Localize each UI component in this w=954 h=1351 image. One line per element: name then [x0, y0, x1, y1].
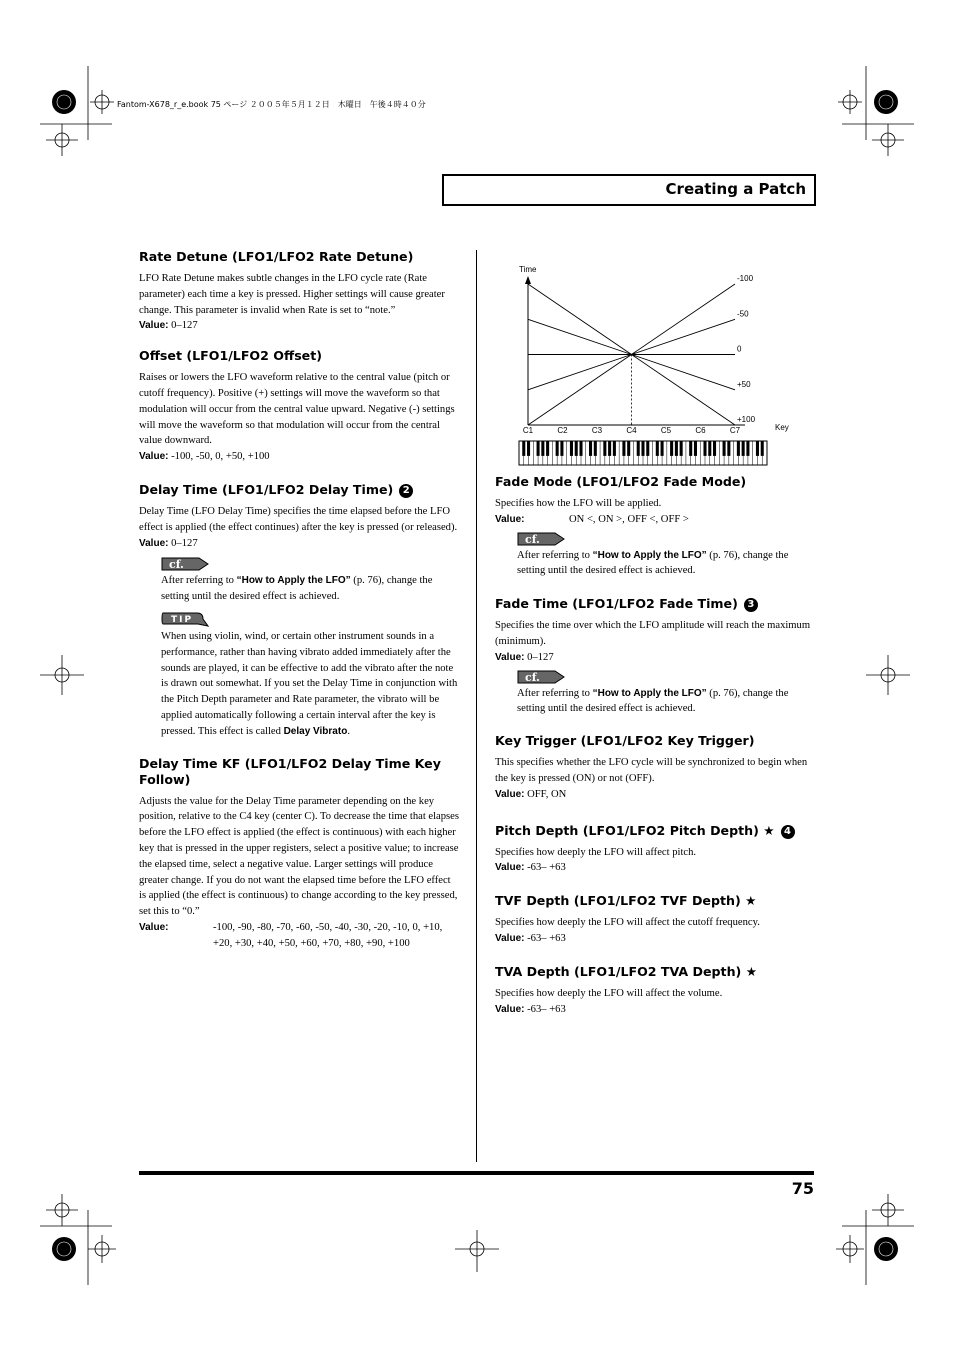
x-tick-label: C5 — [660, 426, 672, 435]
value-text: -63– +63 — [527, 932, 566, 944]
heading-text: Fade Time (LFO1/LFO2 Fade Time) — [495, 596, 738, 612]
value-line — [139, 536, 459, 552]
black-key — [641, 441, 644, 456]
badge-3: 3 — [744, 598, 758, 612]
black-key — [723, 441, 726, 456]
tip-term: Delay Vibrato — [283, 725, 348, 737]
section-body: This specifies whether the LFO cycle will be synchronized to begin when the key is pressed (ON) or not (OFF). — [495, 757, 808, 784]
value-text: 0–127 — [171, 537, 198, 549]
black-key — [537, 441, 540, 456]
series-end-label: -100 — [737, 274, 754, 283]
series-end-label: 0 — [737, 344, 742, 354]
section-body: Specifies how deeply the LFO will affect pitch. — [495, 846, 697, 858]
section-heading: Rate Detune (LFO1/LFO2 Rate Detune) — [139, 249, 414, 264]
series-end-label: +100 — [737, 415, 756, 424]
value-line — [495, 931, 815, 947]
column-divider — [476, 250, 477, 1162]
value-line — [495, 650, 815, 666]
value-text: +20, +30, +40, +50, +60, +70, +80, +90, +100 — [213, 937, 410, 949]
black-key — [689, 441, 692, 456]
badge-2: 2 — [399, 484, 413, 498]
value-label: Value: — [139, 537, 169, 549]
cf-icon — [161, 557, 209, 571]
black-key — [570, 441, 573, 456]
value-text: ON <, ON >, OFF <, OFF > — [569, 513, 689, 525]
black-key — [608, 441, 611, 456]
section-heading — [495, 596, 815, 612]
cf-link[interactable]: “How to Apply the LFO” — [236, 575, 351, 587]
x-axis-label: Key — [775, 423, 789, 432]
keyboard-illustration — [519, 441, 767, 465]
section-tva-depth — [495, 964, 815, 1018]
black-key — [661, 441, 664, 456]
black-key — [646, 441, 649, 456]
section-fade-time — [495, 596, 815, 717]
black-key — [703, 441, 706, 456]
cf-text: After referring to “How to Apply the LFO” (p. 76), change the setting until the desired effect is achieved. — [517, 549, 789, 577]
cf-label: cf. — [525, 532, 540, 546]
value-label: Value: — [139, 921, 169, 933]
black-key — [694, 441, 697, 456]
chapter-title-box — [442, 174, 816, 206]
section-body: Specifies how deeply the LFO will affect the cutoff frequency. — [495, 917, 760, 929]
heading-text: Delay Time (LFO1/LFO2 Delay Time) — [139, 481, 394, 497]
black-key — [522, 441, 525, 456]
value-line — [495, 787, 815, 803]
lfo-delay-keyfollow-chart — [495, 262, 795, 474]
y-axis-arrow — [525, 276, 531, 284]
value-line — [495, 860, 815, 876]
value-label: Value: — [495, 788, 525, 800]
section-delay-time — [139, 482, 459, 740]
value-text: OFF, ON — [527, 788, 567, 800]
value-label: Value: — [495, 932, 525, 944]
heading-text: TVA Depth (LFO1/LFO2 TVA Depth) — [495, 963, 742, 979]
value-label: Value: — [139, 451, 169, 463]
value-line — [139, 449, 459, 465]
star-icon: ★ — [763, 822, 775, 838]
black-key — [541, 441, 544, 456]
section-heading — [139, 482, 459, 498]
section-heading — [495, 893, 815, 909]
cf-label: cf. — [169, 558, 184, 572]
black-key — [756, 441, 759, 456]
cf-link[interactable]: “How to Apply the LFO” — [592, 549, 707, 561]
section-pitch-depth — [495, 823, 815, 877]
right-column — [495, 474, 815, 1017]
x-tick-label: C4 — [626, 426, 637, 435]
value-text: -100, -50, 0, +50, +100 — [171, 451, 270, 463]
section-body: Specifies how the LFO will be applied. — [495, 498, 662, 509]
chapter-title: Creating a Patch — [665, 180, 806, 198]
black-key — [713, 441, 716, 456]
section-heading: Fade Mode (LFO1/LFO2 Fade Mode) — [495, 474, 747, 489]
section-delay-kf — [139, 756, 459, 952]
black-key — [575, 441, 578, 456]
cf-note — [517, 670, 815, 718]
star-icon: ★ — [745, 893, 757, 909]
cf-link[interactable]: “How to Apply the LFO” — [592, 687, 707, 699]
black-key — [680, 441, 683, 456]
cf-note — [517, 532, 815, 580]
tip-note — [161, 611, 459, 740]
tip-icon — [161, 611, 209, 627]
black-key — [622, 441, 625, 456]
footer-rule — [139, 1171, 814, 1175]
section-rate-detune — [139, 249, 459, 334]
value-label: Value: — [139, 320, 169, 332]
value-line — [495, 1002, 815, 1018]
heading-text: TVF Depth (LFO1/LFO2 TVF Depth) — [495, 893, 741, 909]
section-body: LFO Rate Detune makes subtle changes in the LFO cycle rate (Rate parameter) each time a key is pressed. Higher settings will cause greater change. This parameter is invalid when Rate is set to “note.” — [139, 273, 445, 316]
black-key — [637, 441, 640, 456]
value-label: Value: — [495, 862, 525, 874]
x-tick-label: C3 — [591, 426, 603, 435]
black-key — [560, 441, 563, 456]
black-key — [746, 441, 749, 456]
x-tick-label: C6 — [695, 426, 706, 435]
black-key — [627, 441, 630, 456]
page-number: 75 — [791, 1179, 814, 1198]
black-key — [727, 441, 730, 456]
black-key — [675, 441, 678, 456]
section-heading — [495, 964, 815, 980]
value-line — [139, 318, 459, 334]
black-key — [589, 441, 592, 456]
black-key — [737, 441, 740, 456]
cf-note — [161, 557, 459, 605]
section-fade-mode — [495, 474, 815, 579]
section-key-trigger — [495, 733, 815, 802]
value-text: 0–127 — [171, 320, 198, 332]
heading-text: Pitch Depth (LFO1/LFO2 Pitch Depth) — [495, 822, 759, 838]
value-label: Value: — [495, 651, 525, 663]
tip-label: TIP — [171, 614, 194, 625]
cf-icon — [517, 532, 565, 546]
section-heading — [495, 823, 815, 839]
star-icon: ★ — [745, 963, 757, 979]
section-offset — [139, 348, 459, 465]
cf-icon — [517, 670, 565, 684]
value-text: 0–127 — [527, 651, 554, 663]
value-label: Value: — [495, 513, 525, 525]
black-key — [670, 441, 673, 456]
x-tick-label: C1 — [522, 426, 534, 435]
series-end-label: +50 — [737, 379, 751, 389]
y-axis-label: Time — [519, 265, 537, 274]
black-key — [594, 441, 597, 456]
black-key — [603, 441, 606, 456]
section-body: Specifies how deeply the LFO will affect the volume. — [495, 987, 723, 999]
section-body: Delay Time (LFO Delay Time) specifies the time elapsed before the LFO effect is applied (the effect continues) after the key is pressed (or released). — [139, 505, 458, 533]
section-tvf-depth — [495, 893, 815, 947]
section-body: Adjusts the value for the Delay Time parameter depending on the key position, relative to the C4 key (center C). To decrease the time that elapses before the LFO effect is applied (the effect is continuous) with each higher key that is pressed in the upper registers, select a positive value; to increase the elapsed time, select a negative value. Larger settings will produce greater change. If you do not want the elapsed time before the LFO effect is applied (the effect is continuous) to change according to the key pressed, set this to “0.” — [139, 795, 460, 918]
value-label: Value: — [495, 1003, 525, 1015]
black-key — [527, 441, 530, 456]
section-heading: Offset (LFO1/LFO2 Offset) — [139, 348, 323, 364]
value-block — [139, 920, 459, 952]
section-body: Raises or lowers the LFO waveform relative to the central value (pitch or cutoff frequency). Positive (+) settings will move the waveform so that modulation will occur from the central value upward. Negative (-) settings will move the waveform so that modulation will occur from the central value downward. — [139, 372, 455, 447]
cf-text: After referring to “How to Apply the LFO” (p. 76), change the setting until the desired effect is achieved. — [161, 575, 433, 603]
tip-text: When using violin, wind, or certain other instrument sounds in a performance, rather than having vibrato added immediately after the sounds are played, it can be effective to add the vibrato after the note is drawn out somewhat. If you set the Delay Time in conjunction with the Pitch Depth parameter and Rate parameter, the vibrato will be applied automatically following a certain interval after the key is pressed. This effect is called Delay Vibrato. — [161, 630, 458, 737]
black-key — [742, 441, 745, 456]
x-tick-label: C7 — [729, 426, 741, 435]
running-head: Fantom-X678_r_e.book 75 ページ ２００５年５月１２日 木曜日 午後４時４０分 — [117, 100, 426, 109]
black-key — [579, 441, 582, 456]
black-key — [556, 441, 559, 456]
black-key — [546, 441, 549, 456]
black-key — [656, 441, 659, 456]
section-heading: Delay Time KF (LFO1/LFO2 Delay Time Key Follow) — [139, 755, 441, 787]
black-key — [613, 441, 616, 456]
left-column — [139, 249, 459, 952]
section-heading: Key Trigger (LFO1/LFO2 Key Trigger) — [495, 733, 755, 749]
series-end-label: -50 — [737, 309, 749, 319]
black-key — [708, 441, 711, 456]
section-body: Specifies the time over which the LFO amplitude will reach the maximum (minimum). — [495, 620, 811, 647]
badge-4: 4 — [781, 825, 795, 839]
value-text: -63– +63 — [527, 1003, 566, 1015]
black-key — [761, 441, 764, 456]
value-text: -100, -90, -80, -70, -60, -50, -40, -30, -20, -10, 0, +10, — [213, 921, 443, 933]
value-line — [495, 512, 815, 528]
value-text: -63– +63 — [527, 862, 566, 874]
cf-text: After referring to “How to Apply the LFO” (p. 76), change the setting until the desired effect is achieved. — [517, 687, 789, 715]
x-tick-label: C2 — [557, 426, 568, 435]
cf-label: cf. — [525, 670, 540, 684]
